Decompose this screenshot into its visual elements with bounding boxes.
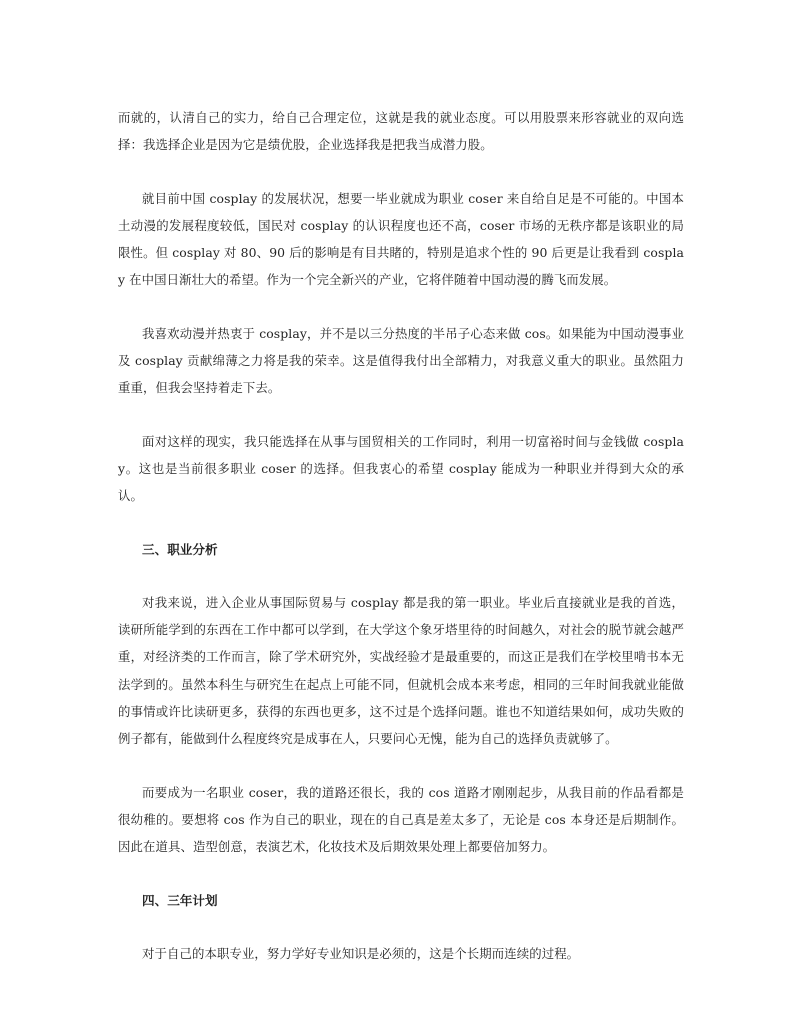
section-heading-career-analysis: 三、职业分析: [142, 541, 218, 557]
paragraph-career-analysis-1: 对我来说，进入企业从事国际贸易与 cosplay 都是我的第一职业。毕业后直接就业是我的首选，读研所能学到的东西在工作中都可以学到，在大学这个象牙塔里待的时间越久，对社会的脱节就会越严重，对经济类的工作而言，除了学术研究外，实战经验才是最重要的，而这正是我们在学校里啃书本无法学到的。虽然本科生与研究生在起点上可能不同，但就机会成本来考虑，相同的三年时间我就业能做的事情或许比读研更多，获得的东西也更多，这不过是个选择问题。谁也不知道结果如何，成功失败的例子都有，能做到什么程度终究是成事在人，只要问心无愧，能为自己的选择负责就够了。: [118, 594, 684, 747]
paragraph-career-analysis-2: 而要成为一名职业 coser，我的道路还很长，我的 cos 道路才刚刚起步，从我目前的作品看都是很幼稚的。要想将 cos 作为自己的职业，现在的自己真是差太多了，无论是 cos 本身还是后期制作。因此在道具、造型创意，表演艺术，化妆技术及后期效果处理上都要倍加努力。: [118, 784, 684, 855]
paragraph-cosplay-passion: 我喜欢动漫并热衷于 cosplay，并不是以三分热度的半吊子心态来做 cos。如果能为中国动漫事业及 cosplay 贡献绵薄之力将是我的荣幸。这是值得我付出全部精力，对我意义重大的职业。虽然阻力重重，但我会坚持着走下去。: [118, 325, 684, 396]
paragraph-three-year-plan-1: 对于自己的本职专业，努力学好专业知识是必须的，这是个长期而连续的过程。: [142, 945, 580, 961]
document-body: [118, 104, 684, 993]
paragraph-reality-choice: 面对这样的现实，我只能选择在从事与国贸相关的工作同时，利用一切富裕时间与金钱做 cosplay。这也是当前很多职业 coser 的选择。但我衷心的希望 cosplay 能成为一种职业并得到大众的承认。: [118, 433, 684, 504]
paragraph-cosplay-development: 就目前中国 cosplay 的发展状况，想要一毕业就成为职业 coser 来自给自足是不可能的。中国本土动漫的发展程度较低，国民对 cosplay 的认识程度也还不高，coser 市场的无秩序都是该职业的局限性。但 cosplay 对 80、90 后的影响是有目共睹的，特别是追求个性的 90 后更是让我看到 cosplay 在中国日渐壮大的希望。作为一个完全新兴的产业，它将伴随着中国动漫的腾飞而发展。: [118, 190, 684, 288]
paragraph-employment-attitude: 而就的，认清自己的实力，给自己合理定位，这就是我的就业态度。可以用股票来形容就业的双向选择：我选择企业是因为它是绩优股，企业选择我是把我当成潜力股。: [118, 110, 684, 153]
section-heading-three-year-plan: 四、三年计划: [142, 892, 218, 908]
